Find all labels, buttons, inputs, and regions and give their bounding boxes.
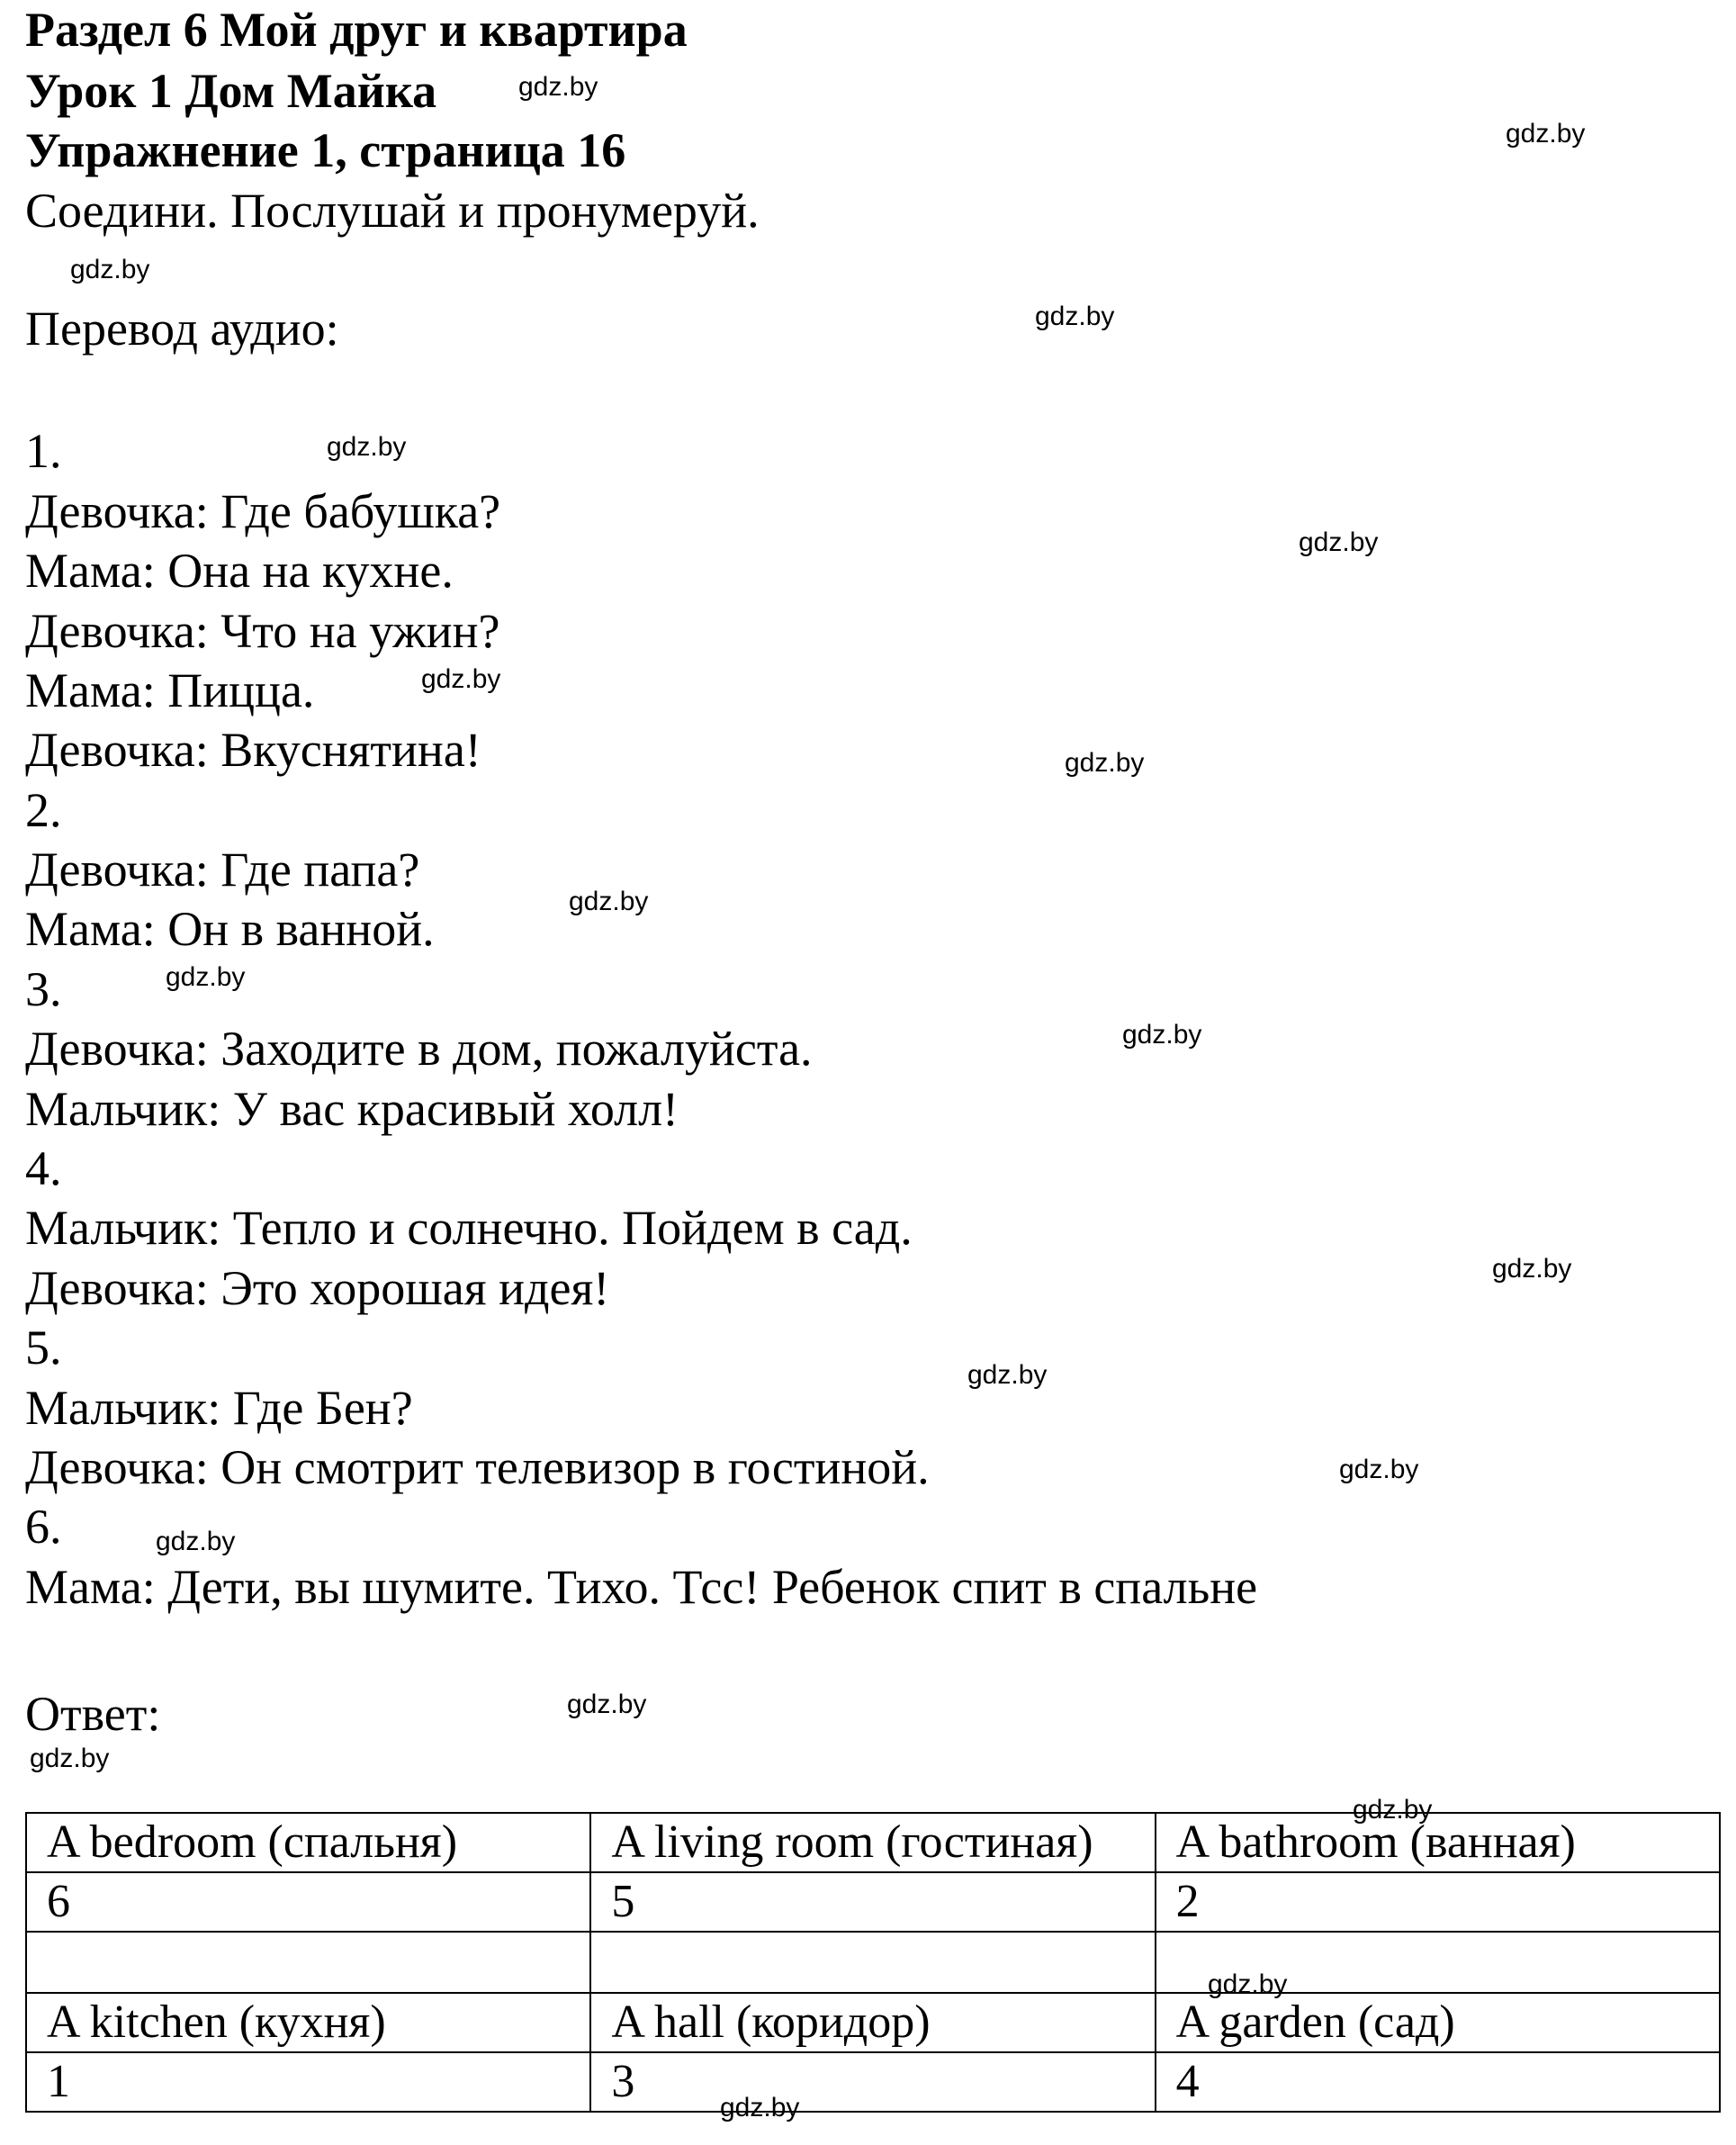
audio-line: 3.: [25, 962, 62, 1016]
table-cell: 4: [1156, 2052, 1720, 2112]
exercise-title: Упражнение 1, страница 16: [25, 123, 626, 177]
table-cell: [26, 1932, 590, 1993]
watermark: gdz.by: [156, 1527, 236, 1556]
audio-line: Мама: Дети, вы шумите. Тихо. Тсс! Ребенок спит в спальне: [25, 1560, 1258, 1614]
watermark: gdz.by: [70, 255, 150, 284]
audio-line: 1.: [25, 424, 62, 478]
audio-line: 5.: [25, 1320, 62, 1374]
table-cell: A bathroom (ванная): [1156, 1813, 1720, 1872]
table-cell: 5: [590, 1872, 1155, 1932]
audio-line: Мама: Она на кухне.: [25, 544, 454, 598]
table-cell: A kitchen (кухня): [26, 1993, 590, 2052]
watermark: gdz.by: [1492, 1254, 1572, 1284]
watermark: gdz.by: [30, 1744, 110, 1773]
audio-line: Девочка: Это хорошая идея!: [25, 1261, 610, 1315]
audio-line: 4.: [25, 1141, 62, 1195]
audio-line: Мальчик: Где Бен?: [25, 1381, 413, 1435]
audio-line: Мальчик: Тепло и солнечно. Пойдем в сад.: [25, 1201, 913, 1255]
table-cell: 6: [26, 1872, 590, 1932]
watermark: gdz.by: [1208, 1969, 1288, 1999]
table-cell: 1: [26, 2052, 590, 2112]
audio-line: 6.: [25, 1500, 62, 1554]
table-cell: A garden (сад): [1156, 1993, 1720, 2052]
audio-line: Девочка: Вкуснятина!: [25, 723, 481, 777]
table-cell: [590, 1932, 1155, 1993]
watermark: gdz.by: [569, 887, 649, 916]
table-cell: 2: [1156, 1872, 1720, 1932]
table-cell: 3: [590, 2052, 1155, 2112]
watermark: gdz.by: [967, 1360, 1048, 1390]
task-instruction: Соедини. Послушай и пронумеруй.: [25, 184, 760, 238]
answer-heading: Ответ:: [25, 1687, 161, 1741]
table-cell: A living room (гостиная): [590, 1813, 1155, 1872]
watermark: gdz.by: [518, 72, 598, 102]
watermark: gdz.by: [1035, 302, 1115, 331]
watermark: gdz.by: [1122, 1020, 1202, 1050]
audio-line: Девочка: Что на ужин?: [25, 604, 500, 658]
watermark: gdz.by: [720, 2093, 800, 2122]
watermark: gdz.by: [1065, 748, 1145, 778]
section-title: Раздел 6 Мой друг и квартира: [25, 3, 688, 57]
audio-line: Мальчик: У вас красивый холл!: [25, 1082, 679, 1136]
lesson-title: Урок 1 Дом Майка: [25, 64, 437, 118]
table-row: [26, 1993, 1720, 2052]
audio-line: 2.: [25, 783, 62, 837]
table-row: [26, 1872, 1720, 1932]
audio-heading: Перевод аудио:: [25, 302, 339, 356]
answer-table: [25, 1812, 1721, 2113]
table-cell: A bedroom (спальня): [26, 1813, 590, 1872]
watermark: gdz.by: [327, 432, 407, 462]
watermark: gdz.by: [166, 962, 246, 992]
audio-line: Девочка: Заходите в дом, пожалуйста.: [25, 1022, 813, 1076]
audio-line: Девочка: Он смотрит телевизор в гостиной.: [25, 1440, 930, 1494]
watermark: gdz.by: [1506, 119, 1586, 149]
watermark: gdz.by: [421, 664, 501, 694]
audio-line: Мама: Пицца.: [25, 663, 315, 717]
watermark: gdz.by: [1299, 527, 1379, 557]
audio-line: Мама: Он в ванной.: [25, 902, 435, 956]
audio-line: Девочка: Где папа?: [25, 843, 420, 897]
table-row: [26, 1813, 1720, 1872]
table-row: [26, 2052, 1720, 2112]
table-cell: A hall (коридор): [590, 1993, 1155, 2052]
watermark: gdz.by: [567, 1690, 647, 1719]
audio-line: Девочка: Где бабушка?: [25, 484, 501, 538]
watermark: gdz.by: [1353, 1795, 1433, 1825]
table-row: [26, 1932, 1720, 1993]
watermark: gdz.by: [1339, 1455, 1419, 1484]
